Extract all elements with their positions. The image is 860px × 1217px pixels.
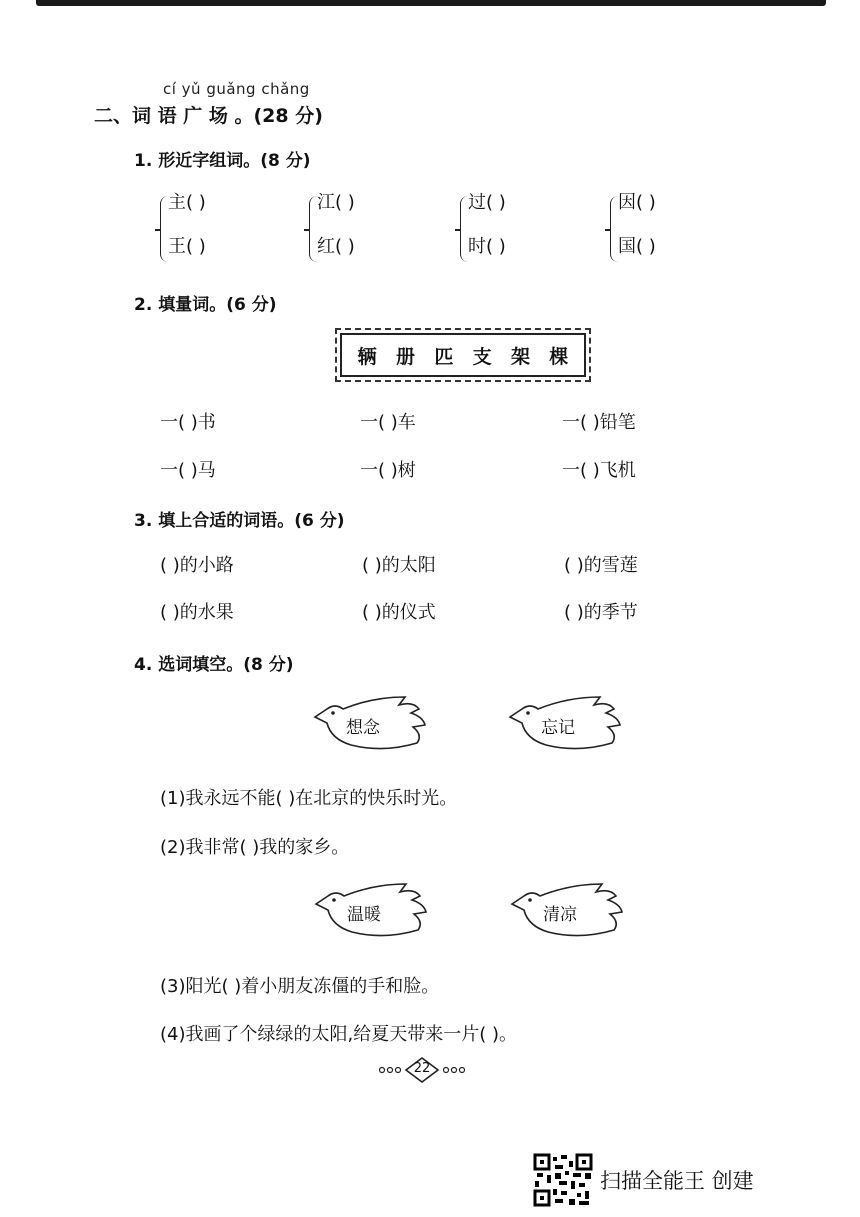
fill-blank: 一( )铅笔 [562,412,636,433]
char-pair-top: 江( ) [317,192,355,213]
page-number-ornament [376,1056,468,1084]
measure-word: 架 [510,345,530,368]
bird-word-card [508,695,628,757]
page-number: 22 [413,1061,431,1076]
measure-word: 支 [472,345,492,368]
char-pair-bottom: 红( ) [317,236,355,257]
char-pair-bottom: 王( ) [168,236,206,257]
bird-word: 温暖 [347,905,381,925]
question-2-title: 2. 填量词。(6 分) [134,295,277,315]
section-title: 二、词 语 广 场 。(28 分) [94,105,323,127]
question-1-title: 1. 形近字组词。(8 分) [134,151,311,171]
fill-blank: 一( )书 [160,412,216,433]
char-pair-1 [168,190,206,278]
char-pair-top: 过( ) [468,192,506,213]
sentence-3: (3)阳光( )着小朋友冻僵的手和脸。 [160,976,440,997]
char-pair-bottom: 国( ) [618,236,656,257]
scanner-watermark: 扫描全能王 创建 [600,1169,754,1193]
qr-code-icon [533,1153,593,1207]
fill-blank: ( )的仪式 [362,602,436,623]
question-4-title: 4. 选词填空。(8 分) [134,655,294,675]
sentence-1: (1)我永远不能( )在北京的快乐时光。 [160,788,458,809]
bird-word: 忘记 [541,718,575,738]
char-pair-4 [618,190,656,278]
sentence-4: (4)我画了个绿绿的太阳,给夏天带来一片( )。 [160,1024,517,1045]
fill-blank: ( )的水果 [160,602,234,623]
measure-word: 册 [395,345,415,368]
sentence-2: (2)我非常( )我的家乡。 [160,837,350,858]
char-pair-2 [317,190,355,278]
section-pinyin: cí yǔ guǎng chǎng [163,80,310,98]
fill-blank: ( )的小路 [160,555,234,576]
fill-blank: 一( )树 [360,460,416,481]
fill-blank: ( )的雪莲 [564,555,638,576]
measure-word: 棵 [549,345,569,368]
bird-word: 清凉 [543,905,577,925]
fill-blank: ( )的太阳 [362,555,436,576]
fill-blank: 一( )马 [160,460,216,481]
top-border [36,0,826,6]
bird-word-card [314,882,434,944]
bird-word: 想念 [346,718,380,738]
fill-blank: 一( )车 [360,412,416,433]
bird-word-card [313,695,433,757]
char-pair-top: 因( ) [618,192,656,213]
char-pair-bottom: 时( ) [468,236,506,257]
fill-blank: 一( )飞机 [562,460,636,481]
measure-word: 匹 [434,345,454,368]
fill-blank: ( )的季节 [564,602,638,623]
question-3-title: 3. 填上合适的词语。(6 分) [134,511,345,531]
char-pair-3 [468,190,506,278]
bird-word-card [510,882,630,944]
measure-word-box [340,333,586,377]
measure-word: 辆 [357,345,377,368]
char-pair-top: 主( ) [168,192,206,213]
